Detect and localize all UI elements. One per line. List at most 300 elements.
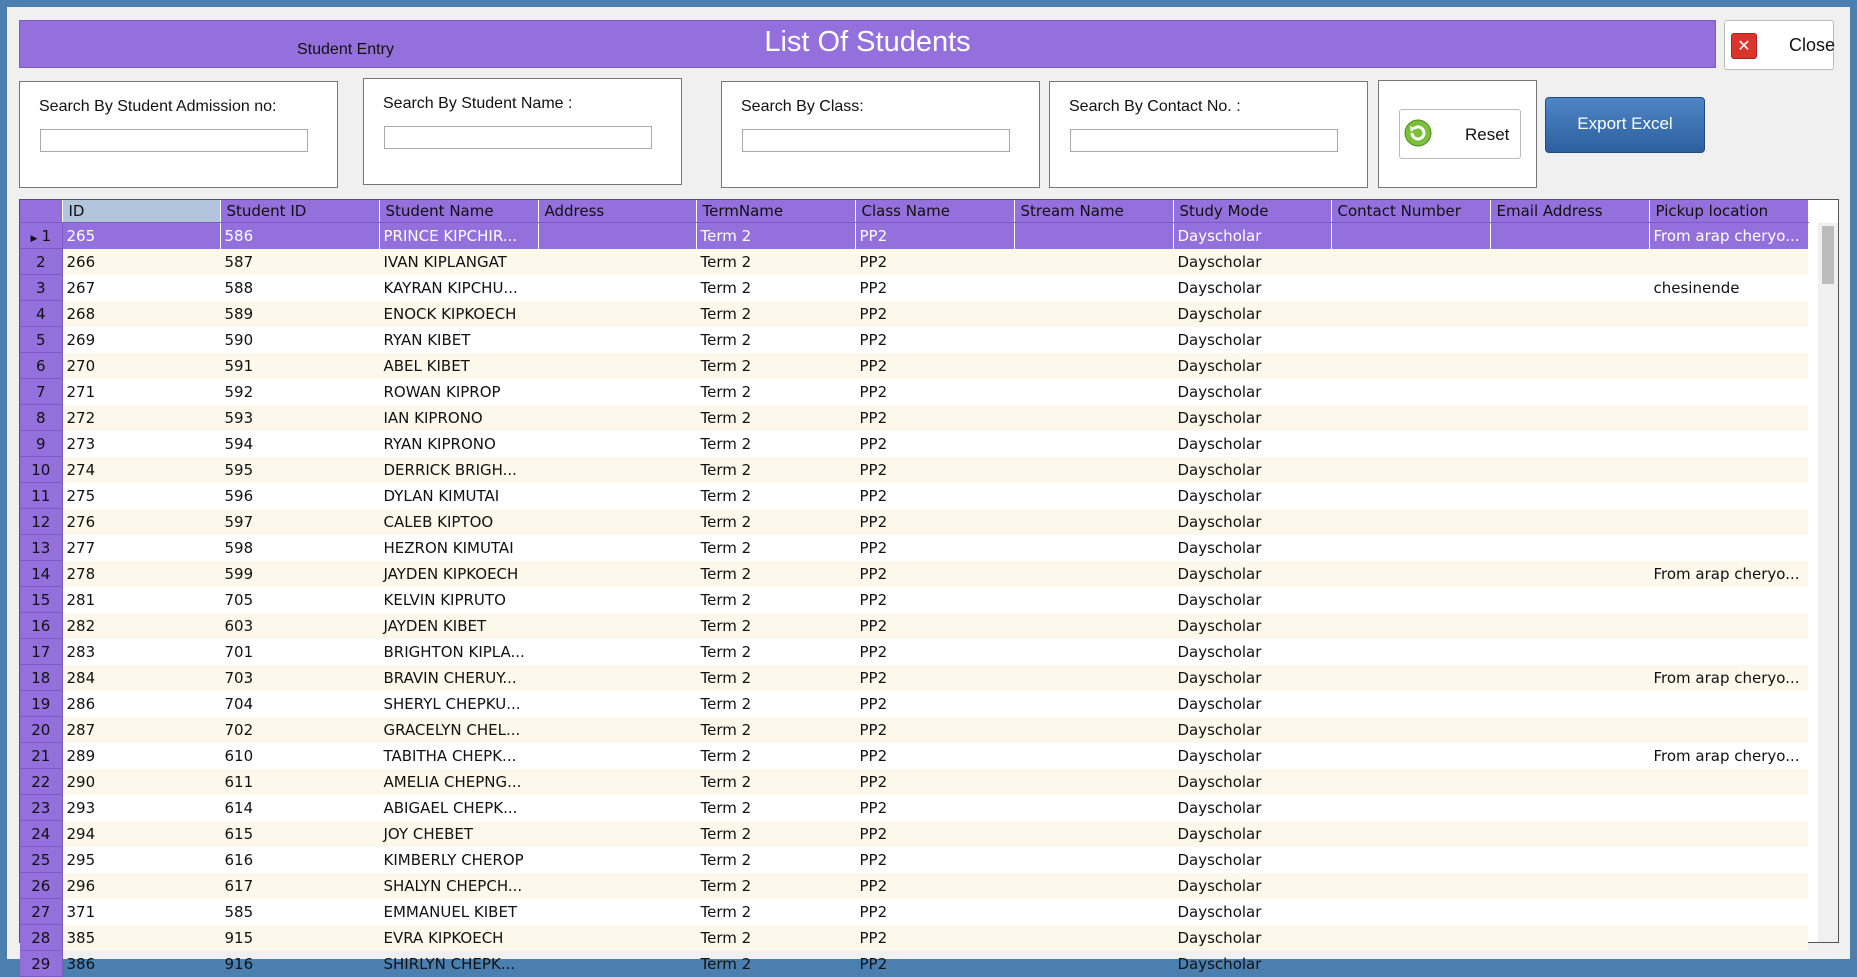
cell-email-address[interactable] xyxy=(1490,769,1649,795)
cell-student-name[interactable]: ABEL KIBET xyxy=(379,353,538,379)
row-header[interactable] xyxy=(20,249,62,275)
cell-stream-name[interactable] xyxy=(1014,873,1173,899)
cell-student-id[interactable]: 591 xyxy=(220,353,379,379)
cell-stream-name[interactable] xyxy=(1014,665,1173,691)
row-header-corner[interactable] xyxy=(20,200,62,223)
column-header-email-address[interactable]: Email Address xyxy=(1490,200,1649,223)
cell-email-address[interactable] xyxy=(1490,353,1649,379)
cell-address[interactable] xyxy=(538,535,696,561)
cell-student-name[interactable]: AMELIA CHEPNG... xyxy=(379,769,538,795)
cell-student-id[interactable]: 592 xyxy=(224,382,254,401)
cell-stream-name[interactable] xyxy=(1014,925,1173,951)
cell-contact-number[interactable] xyxy=(1331,873,1490,899)
cell-id[interactable]: 371 xyxy=(66,902,96,921)
cell-pickup-location[interactable]: From arap cheryo... xyxy=(1649,665,1808,691)
cell-termname[interactable]: Term 2 xyxy=(696,457,855,483)
table-row[interactable] xyxy=(20,535,1808,561)
cell-pickup-location[interactable] xyxy=(1649,431,1808,457)
cell-student-name[interactable]: EMMANUEL KIBET xyxy=(383,902,518,921)
cell-id[interactable]: 386 xyxy=(66,954,96,973)
cell-student-id[interactable]: 614 xyxy=(224,798,254,817)
cell-id[interactable]: 272 xyxy=(62,405,220,431)
cell-contact-number[interactable] xyxy=(1331,743,1490,769)
cell-student-name[interactable]: RYAN KIPRONO xyxy=(383,434,496,453)
cell-class-name[interactable]: PP2 xyxy=(859,278,888,297)
cell-contact-number[interactable] xyxy=(1331,717,1490,743)
cell-class-name[interactable]: PP2 xyxy=(855,457,1014,483)
cell-email-address[interactable] xyxy=(1490,743,1649,769)
table-row[interactable] xyxy=(20,691,1808,717)
cell-email-address[interactable] xyxy=(1490,665,1649,691)
cell-contact-number[interactable] xyxy=(1331,249,1490,275)
cell-student-name[interactable]: RYAN KIBET xyxy=(383,330,471,349)
table-row[interactable] xyxy=(20,431,1808,457)
table-row[interactable] xyxy=(20,639,1808,665)
cell-id[interactable]: 266 xyxy=(62,249,220,275)
cell-stream-name[interactable] xyxy=(1014,249,1173,275)
cell-termname[interactable]: Term 2 xyxy=(696,769,855,795)
row-header[interactable] xyxy=(20,275,62,301)
cell-termname[interactable]: Term 2 xyxy=(696,561,855,587)
table-row[interactable] xyxy=(20,899,1808,925)
cell-stream-name[interactable] xyxy=(1014,587,1173,613)
cell-study-mode[interactable]: Dayscholar xyxy=(1173,769,1331,795)
table-row[interactable] xyxy=(20,665,1808,691)
cell-contact-number[interactable] xyxy=(1331,223,1490,249)
cell-student-id[interactable]: 704 xyxy=(224,694,254,713)
cell-study-mode[interactable]: Dayscholar xyxy=(1173,821,1331,847)
cell-contact-number[interactable] xyxy=(1331,431,1490,457)
cell-contact-number[interactable] xyxy=(1331,561,1490,587)
cell-student-name[interactable]: EVRA KIPKOECH xyxy=(379,925,538,951)
row-header[interactable] xyxy=(20,899,62,925)
row-header[interactable] xyxy=(20,847,62,873)
cell-class-name[interactable]: PP2 xyxy=(859,538,888,557)
cell-stream-name[interactable] xyxy=(1014,613,1173,639)
cell-student-id[interactable]: 593 xyxy=(220,405,379,431)
cell-stream-name[interactable] xyxy=(1014,431,1173,457)
row-header[interactable] xyxy=(20,925,62,951)
column-header-class-name[interactable]: Class Name xyxy=(855,200,1014,223)
cell-student-name[interactable]: BRAVIN CHERUY... xyxy=(379,665,538,691)
cell-contact-number[interactable] xyxy=(1331,613,1490,639)
cell-contact-number[interactable] xyxy=(1331,899,1490,925)
cell-contact-number[interactable] xyxy=(1331,691,1490,717)
cell-student-id[interactable]: 588 xyxy=(224,278,254,297)
cell-student-name[interactable]: GRACELYN CHEL... xyxy=(379,717,538,743)
cell-student-name[interactable]: SHERYL CHEPKU... xyxy=(383,694,521,713)
cell-address[interactable] xyxy=(538,691,696,717)
cell-email-address[interactable] xyxy=(1490,717,1649,743)
cell-contact-number[interactable] xyxy=(1331,353,1490,379)
cell-student-id[interactable]: 595 xyxy=(220,457,379,483)
cell-stream-name[interactable] xyxy=(1014,275,1173,301)
cell-termname[interactable]: Term 2 xyxy=(696,301,855,327)
cell-class-name[interactable]: PP2 xyxy=(855,301,1014,327)
cell-class-name[interactable]: PP2 xyxy=(855,925,1014,951)
row-header[interactable] xyxy=(20,301,62,327)
cell-termname[interactable]: Term 2 xyxy=(700,746,752,765)
cell-id[interactable]: 282 xyxy=(62,613,220,639)
cell-student-id[interactable]: 616 xyxy=(224,850,254,869)
cell-stream-name[interactable] xyxy=(1014,535,1173,561)
cell-class-name[interactable]: PP2 xyxy=(855,717,1014,743)
cell-contact-number[interactable] xyxy=(1331,639,1490,665)
cell-pickup-location[interactable] xyxy=(1649,769,1808,795)
cell-stream-name[interactable] xyxy=(1014,405,1173,431)
cell-address[interactable] xyxy=(538,483,696,509)
cell-stream-name[interactable] xyxy=(1014,769,1173,795)
table-row[interactable] xyxy=(20,249,1808,275)
cell-pickup-location[interactable]: From arap cheryo... xyxy=(1649,223,1808,249)
row-header[interactable] xyxy=(20,353,62,379)
cell-address[interactable] xyxy=(538,639,696,665)
cell-contact-number[interactable] xyxy=(1331,483,1490,509)
row-header[interactable] xyxy=(20,535,62,561)
cell-pickup-location[interactable] xyxy=(1649,847,1808,873)
row-header[interactable] xyxy=(20,379,62,405)
cell-student-name[interactable]: SHALYN CHEPCH... xyxy=(379,873,538,899)
cell-address[interactable] xyxy=(538,561,696,587)
cell-student-id[interactable]: 916 xyxy=(224,954,254,973)
cell-address[interactable] xyxy=(538,431,696,457)
cell-termname[interactable]: Term 2 xyxy=(700,642,752,661)
cell-termname[interactable]: Term 2 xyxy=(696,509,855,535)
cell-email-address[interactable] xyxy=(1490,795,1649,821)
cell-pickup-location[interactable] xyxy=(1649,535,1808,561)
cell-class-name[interactable]: PP2 xyxy=(859,486,888,505)
table-row[interactable] xyxy=(20,353,1808,379)
cell-address[interactable] xyxy=(538,873,696,899)
cell-address[interactable] xyxy=(538,327,696,353)
cell-email-address[interactable] xyxy=(1490,613,1649,639)
cell-stream-name[interactable] xyxy=(1014,327,1173,353)
cell-id[interactable]: 275 xyxy=(66,486,96,505)
table-row[interactable] xyxy=(20,925,1808,951)
cell-address[interactable] xyxy=(538,951,696,977)
cell-class-name[interactable]: PP2 xyxy=(855,665,1014,691)
cell-pickup-location[interactable] xyxy=(1649,587,1808,613)
cell-student-name[interactable]: ABIGAEL CHEPK... xyxy=(383,798,518,817)
row-header[interactable] xyxy=(20,509,62,535)
cell-pickup-location[interactable] xyxy=(1649,951,1808,977)
cell-contact-number[interactable] xyxy=(1331,379,1490,405)
table-row[interactable] xyxy=(20,587,1808,613)
cell-study-mode[interactable]: Dayscholar xyxy=(1173,509,1331,535)
table-row[interactable] xyxy=(20,327,1808,353)
cell-address[interactable] xyxy=(538,509,696,535)
cell-class-name[interactable]: PP2 xyxy=(859,798,888,817)
cell-address[interactable] xyxy=(538,275,696,301)
cell-address[interactable] xyxy=(538,379,696,405)
cell-address[interactable] xyxy=(538,795,696,821)
cell-address[interactable] xyxy=(538,743,696,769)
row-header[interactable] xyxy=(20,327,62,353)
cell-termname[interactable]: Term 2 xyxy=(700,278,752,297)
cell-termname[interactable]: Term 2 xyxy=(700,694,752,713)
cell-student-name[interactable]: DYLAN KIMUTAI xyxy=(383,486,500,505)
cell-pickup-location[interactable] xyxy=(1649,639,1808,665)
cell-address[interactable] xyxy=(538,847,696,873)
cell-address[interactable] xyxy=(538,405,696,431)
cell-id[interactable]: 269 xyxy=(66,330,96,349)
cell-id[interactable]: 294 xyxy=(62,821,220,847)
cell-termname[interactable]: Term 2 xyxy=(700,954,752,973)
cell-termname[interactable]: Term 2 xyxy=(700,590,752,609)
cell-id[interactable]: 274 xyxy=(62,457,220,483)
table-row[interactable] xyxy=(20,561,1808,587)
cell-student-name[interactable]: TABITHA CHEPK... xyxy=(383,746,517,765)
cell-student-id[interactable]: 597 xyxy=(220,509,379,535)
cell-study-mode[interactable]: Dayscholar xyxy=(1173,457,1331,483)
close-button[interactable] xyxy=(1724,20,1834,70)
cell-class-name[interactable]: PP2 xyxy=(859,434,888,453)
cell-address[interactable] xyxy=(538,353,696,379)
cell-id[interactable]: 290 xyxy=(62,769,220,795)
cell-student-id[interactable]: 611 xyxy=(220,769,379,795)
table-row[interactable] xyxy=(20,769,1808,795)
cell-termname[interactable]: Term 2 xyxy=(696,353,855,379)
cell-id[interactable]: 271 xyxy=(66,382,96,401)
cell-student-name[interactable]: JAYDEN KIBET xyxy=(379,613,538,639)
column-header-address[interactable]: Address xyxy=(538,200,696,223)
cell-pickup-location[interactable] xyxy=(1649,691,1808,717)
cell-pickup-location[interactable] xyxy=(1649,301,1808,327)
cell-class-name[interactable]: PP2 xyxy=(855,353,1014,379)
cell-student-id[interactable]: 594 xyxy=(224,434,254,453)
cell-student-name[interactable]: KAYRAN KIPCHU... xyxy=(383,278,518,297)
cell-pickup-location[interactable] xyxy=(1649,925,1808,951)
cell-pickup-location[interactable] xyxy=(1649,899,1808,925)
cell-id[interactable]: 284 xyxy=(62,665,220,691)
cell-address[interactable] xyxy=(538,925,696,951)
table-row[interactable] xyxy=(20,457,1808,483)
cell-email-address[interactable] xyxy=(1490,509,1649,535)
cell-pickup-location[interactable] xyxy=(1649,249,1808,275)
cell-termname[interactable]: Term 2 xyxy=(700,850,752,869)
cell-contact-number[interactable] xyxy=(1331,327,1490,353)
cell-email-address[interactable] xyxy=(1490,249,1649,275)
cell-email-address[interactable] xyxy=(1490,873,1649,899)
column-header-student-name[interactable]: Student Name xyxy=(379,200,538,223)
cell-class-name[interactable]: PP2 xyxy=(855,509,1014,535)
cell-class-name[interactable]: PP2 xyxy=(859,902,888,921)
cell-stream-name[interactable] xyxy=(1014,457,1173,483)
row-header[interactable] xyxy=(20,743,62,769)
cell-student-id[interactable]: 615 xyxy=(220,821,379,847)
search-class-input[interactable] xyxy=(742,129,1010,152)
cell-stream-name[interactable] xyxy=(1014,301,1173,327)
cell-student-id[interactable]: 598 xyxy=(224,538,254,557)
cell-termname[interactable]: Term 2 xyxy=(696,925,855,951)
cell-termname[interactable]: Term 2 xyxy=(700,902,752,921)
cell-study-mode[interactable]: Dayscholar xyxy=(1177,642,1262,661)
cell-student-id[interactable]: 589 xyxy=(220,301,379,327)
cell-termname[interactable]: Term 2 xyxy=(700,434,752,453)
cell-student-id[interactable]: 603 xyxy=(220,613,379,639)
table-row[interactable] xyxy=(20,873,1808,899)
table-row[interactable] xyxy=(20,301,1808,327)
cell-contact-number[interactable] xyxy=(1331,795,1490,821)
row-header[interactable] xyxy=(20,639,62,665)
cell-student-id[interactable]: 705 xyxy=(224,590,254,609)
cell-address[interactable] xyxy=(538,899,696,925)
cell-study-mode[interactable]: Dayscholar xyxy=(1177,486,1262,505)
cell-study-mode[interactable]: Dayscholar xyxy=(1177,278,1262,297)
cell-study-mode[interactable]: Dayscholar xyxy=(1173,301,1331,327)
student-entry-label[interactable]: Student Entry xyxy=(297,41,394,58)
reset-button[interactable] xyxy=(1399,109,1521,159)
table-row[interactable] xyxy=(20,483,1808,509)
cell-termname[interactable]: Term 2 xyxy=(696,665,855,691)
cell-id[interactable]: 270 xyxy=(62,353,220,379)
cell-pickup-location[interactable]: From arap cheryo... xyxy=(1649,561,1808,587)
cell-stream-name[interactable] xyxy=(1014,639,1173,665)
table-row[interactable] xyxy=(20,509,1808,535)
cell-contact-number[interactable] xyxy=(1331,925,1490,951)
cell-class-name[interactable]: PP2 xyxy=(855,249,1014,275)
cell-study-mode[interactable]: Dayscholar xyxy=(1173,353,1331,379)
cell-student-name[interactable]: IAN KIPRONO xyxy=(379,405,538,431)
cell-id[interactable]: 283 xyxy=(66,642,96,661)
cell-address[interactable] xyxy=(538,457,696,483)
cell-pickup-location[interactable] xyxy=(1649,613,1808,639)
cell-contact-number[interactable] xyxy=(1331,275,1490,301)
cell-stream-name[interactable] xyxy=(1014,951,1173,977)
row-header[interactable] xyxy=(20,951,62,977)
row-header[interactable] xyxy=(20,691,62,717)
cell-pickup-location[interactable] xyxy=(1649,483,1808,509)
column-header-student-id[interactable]: Student ID xyxy=(220,200,379,223)
cell-stream-name[interactable] xyxy=(1014,223,1173,249)
column-header-termname[interactable]: TermName xyxy=(696,200,855,223)
cell-email-address[interactable] xyxy=(1490,301,1649,327)
cell-address[interactable] xyxy=(538,717,696,743)
cell-class-name[interactable]: PP2 xyxy=(855,769,1014,795)
vertical-scrollbar[interactable] xyxy=(1818,223,1838,942)
cell-email-address[interactable] xyxy=(1490,899,1649,925)
table-row[interactable] xyxy=(20,847,1808,873)
table-row[interactable] xyxy=(20,951,1808,977)
cell-student-name[interactable]: CALEB KIPTOO xyxy=(379,509,538,535)
cell-email-address[interactable] xyxy=(1490,405,1649,431)
cell-termname[interactable]: Term 2 xyxy=(696,613,855,639)
cell-student-name[interactable]: HEZRON KIMUTAI xyxy=(383,538,514,557)
table-row[interactable] xyxy=(20,223,1808,249)
cell-email-address[interactable] xyxy=(1490,457,1649,483)
cell-study-mode[interactable]: Dayscholar xyxy=(1177,538,1262,557)
cell-student-name[interactable]: JAYDEN KIPKOECH xyxy=(379,561,538,587)
cell-student-name[interactable]: ENOCK KIPKOECH xyxy=(379,301,538,327)
cell-pickup-location[interactable]: From arap cheryo... xyxy=(1653,746,1800,765)
cell-student-name[interactable]: IVAN KIPLANGAT xyxy=(379,249,538,275)
cell-student-id[interactable]: 701 xyxy=(224,642,254,661)
table-row[interactable] xyxy=(20,821,1808,847)
cell-study-mode[interactable]: Dayscholar xyxy=(1177,746,1262,765)
cell-email-address[interactable] xyxy=(1490,951,1649,977)
cell-address[interactable] xyxy=(538,665,696,691)
column-header-study-mode[interactable]: Study Mode xyxy=(1173,200,1331,223)
cell-termname[interactable]: Term 2 xyxy=(696,821,855,847)
row-header[interactable] xyxy=(20,405,62,431)
cell-pickup-location[interactable] xyxy=(1649,353,1808,379)
cell-pickup-location[interactable]: chesinende xyxy=(1653,278,1740,297)
cell-address[interactable] xyxy=(538,769,696,795)
column-header-id[interactable]: ID xyxy=(62,200,220,223)
cell-student-name[interactable]: KELVIN KIPRUTO xyxy=(383,590,506,609)
cell-stream-name[interactable] xyxy=(1014,483,1173,509)
cell-contact-number[interactable] xyxy=(1331,821,1490,847)
cell-termname[interactable]: Term 2 xyxy=(696,223,855,249)
row-header[interactable] xyxy=(20,223,62,249)
cell-id[interactable]: 295 xyxy=(66,850,96,869)
export-excel-button[interactable]: Export Excel xyxy=(1545,97,1705,153)
cell-student-id[interactable]: 596 xyxy=(224,486,254,505)
cell-email-address[interactable] xyxy=(1490,639,1649,665)
cell-stream-name[interactable] xyxy=(1014,899,1173,925)
cell-student-id[interactable]: 703 xyxy=(220,665,379,691)
cell-class-name[interactable]: PP2 xyxy=(859,954,888,973)
cell-id[interactable]: 268 xyxy=(62,301,220,327)
cell-class-name[interactable]: PP2 xyxy=(859,382,888,401)
cell-contact-number[interactable] xyxy=(1331,405,1490,431)
cell-id[interactable]: 287 xyxy=(62,717,220,743)
cell-study-mode[interactable]: Dayscholar xyxy=(1173,223,1331,249)
row-header[interactable] xyxy=(20,587,62,613)
cell-study-mode[interactable]: Dayscholar xyxy=(1173,873,1331,899)
cell-termname[interactable]: Term 2 xyxy=(696,249,855,275)
cell-email-address[interactable] xyxy=(1490,431,1649,457)
cell-stream-name[interactable] xyxy=(1014,847,1173,873)
table-row[interactable] xyxy=(20,743,1808,769)
table-row[interactable] xyxy=(20,405,1808,431)
cell-email-address[interactable] xyxy=(1490,535,1649,561)
cell-study-mode[interactable]: Dayscholar xyxy=(1177,954,1262,973)
table-row[interactable] xyxy=(20,275,1808,301)
cell-class-name[interactable]: PP2 xyxy=(859,330,888,349)
cell-student-name[interactable]: ROWAN KIPROP xyxy=(383,382,501,401)
cell-student-name[interactable]: JOY CHEBET xyxy=(379,821,538,847)
cell-student-id[interactable]: 599 xyxy=(220,561,379,587)
cell-class-name[interactable]: PP2 xyxy=(859,642,888,661)
column-header-pickup-location[interactable]: Pickup location xyxy=(1649,200,1808,223)
cell-termname[interactable]: Term 2 xyxy=(700,798,752,817)
cell-address[interactable] xyxy=(538,821,696,847)
cell-termname[interactable]: Term 2 xyxy=(700,486,752,505)
cell-email-address[interactable] xyxy=(1490,821,1649,847)
cell-study-mode[interactable]: Dayscholar xyxy=(1177,798,1262,817)
row-header[interactable] xyxy=(20,665,62,691)
cell-id[interactable]: 286 xyxy=(66,694,96,713)
row-header[interactable] xyxy=(20,717,62,743)
cell-pickup-location[interactable] xyxy=(1649,405,1808,431)
cell-stream-name[interactable] xyxy=(1014,795,1173,821)
cell-study-mode[interactable]: Dayscholar xyxy=(1173,249,1331,275)
cell-address[interactable] xyxy=(538,587,696,613)
cell-pickup-location[interactable] xyxy=(1649,717,1808,743)
cell-pickup-location[interactable] xyxy=(1649,509,1808,535)
cell-student-id[interactable]: 617 xyxy=(220,873,379,899)
cell-termname[interactable]: Term 2 xyxy=(696,873,855,899)
cell-study-mode[interactable]: Dayscholar xyxy=(1173,665,1331,691)
cell-contact-number[interactable] xyxy=(1331,769,1490,795)
cell-stream-name[interactable] xyxy=(1014,509,1173,535)
cell-id[interactable]: 296 xyxy=(62,873,220,899)
cell-student-name[interactable]: DERRICK BRIGH... xyxy=(379,457,538,483)
cell-student-id[interactable]: 586 xyxy=(220,223,379,249)
cell-contact-number[interactable] xyxy=(1331,535,1490,561)
cell-student-name[interactable]: KIMBERLY CHEROP xyxy=(383,850,524,869)
